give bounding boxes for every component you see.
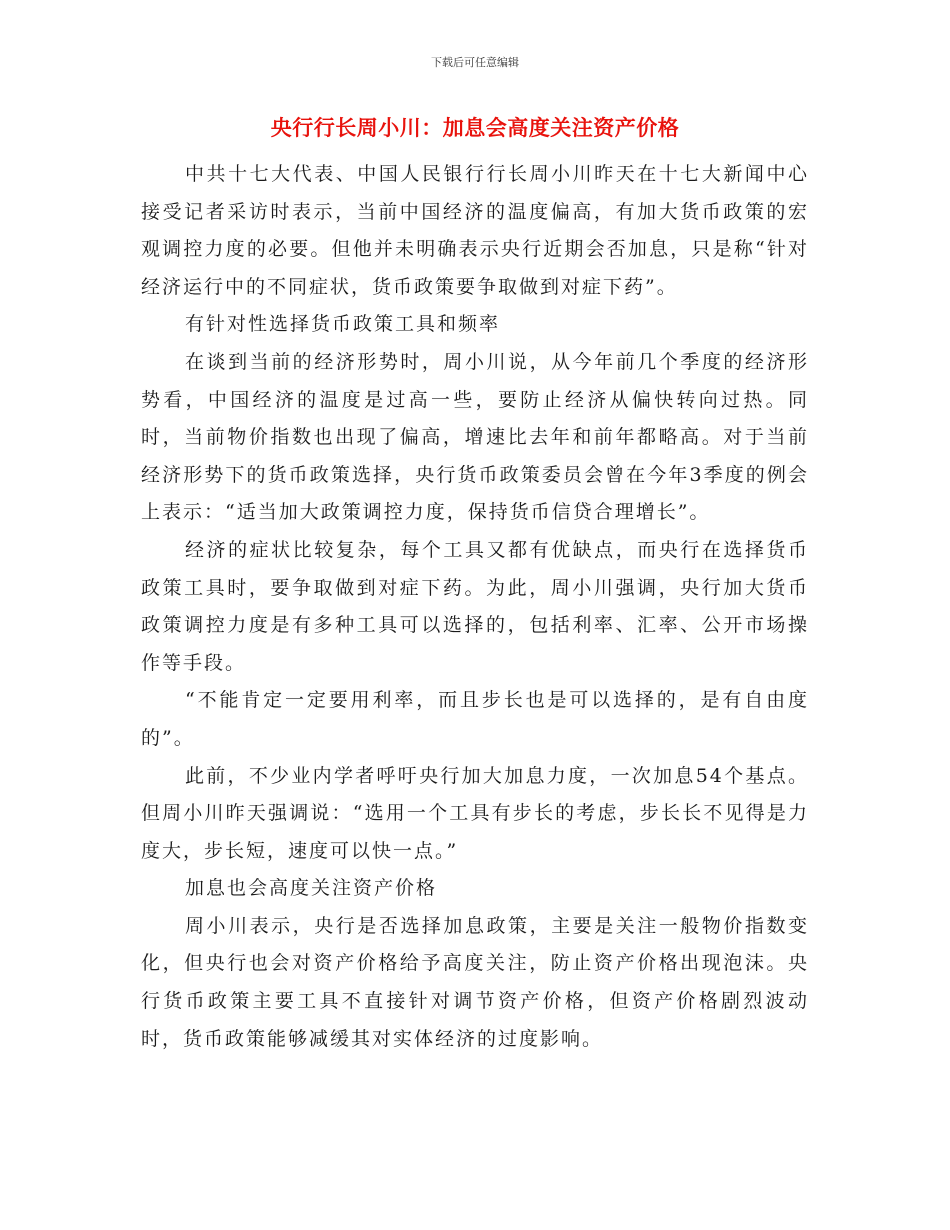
document-body <box>141 156 809 1058</box>
section-heading-assets: 加息也会高度关注资产价格 <box>185 877 438 900</box>
section-heading-tools: 有针对性选择货币政策工具和频率 <box>185 313 501 336</box>
paragraph-symptoms: 经济的症状比较复杂，每个工具又都有优缺点，而央行在选择货币政策工具时，要争取做到对症下药。为此，周小川强调，央行加大货币政策调控力度是有多种工具可以选择的，包括利率、汇率、公开市场操作等手段。 <box>141 538 809 674</box>
header-note: 下载后可任意编辑 <box>431 56 519 69</box>
document-title: 央行行长周小川：加息会高度关注资产价格 <box>270 116 680 140</box>
paragraph-step: 此前，不少业内学者呼吁央行加大加息力度，一次加息54个基点。但周小川昨天强调说：“选用一个工具有步长的考虑，步长长不见得是力度大，步长短，速度可以快一点。” <box>141 764 809 862</box>
paragraph-economy: 在谈到当前的经济形势时，周小川说，从今年前几个季度的经济形势看，中国经济的温度是过高一些，要防止经济从偏快转向过热。同时，当前物价指数也出现了偏高，增速比去年和前年都略高。对于当前经济形势下的货币政策选择，央行货币政策委员会曾在今年3季度的例会上表示：“适当加大政策调控力度，保持货币信贷合理增长”。 <box>141 350 809 524</box>
paragraph-quote: “不能肯定一定要用利率，而且步长也是可以选择的，是有自由度的”。 <box>141 689 809 749</box>
paragraph-intro: 中共十七大代表、中国人民银行行长周小川昨天在十七大新闻中心接受记者采访时表示，当前中国经济的温度偏高，有加大货币政策的宏观调控力度的必要。但他并未明确表示央行近期会否加息，只是称“针对经济运行中的不同症状，货币政策要争取做到对症下药”。 <box>141 163 809 298</box>
paragraph-assets: 周小川表示，央行是否选择加息政策，主要是关注一般物价指数变化，但央行也会对资产价格给予高度关注，防止资产价格出现泡沫。央行货币政策主要工具不直接针对调节资产价格，但资产价格剧烈波动时，货币政策能够减缓其对实体经济的过度影响。 <box>141 914 809 1050</box>
